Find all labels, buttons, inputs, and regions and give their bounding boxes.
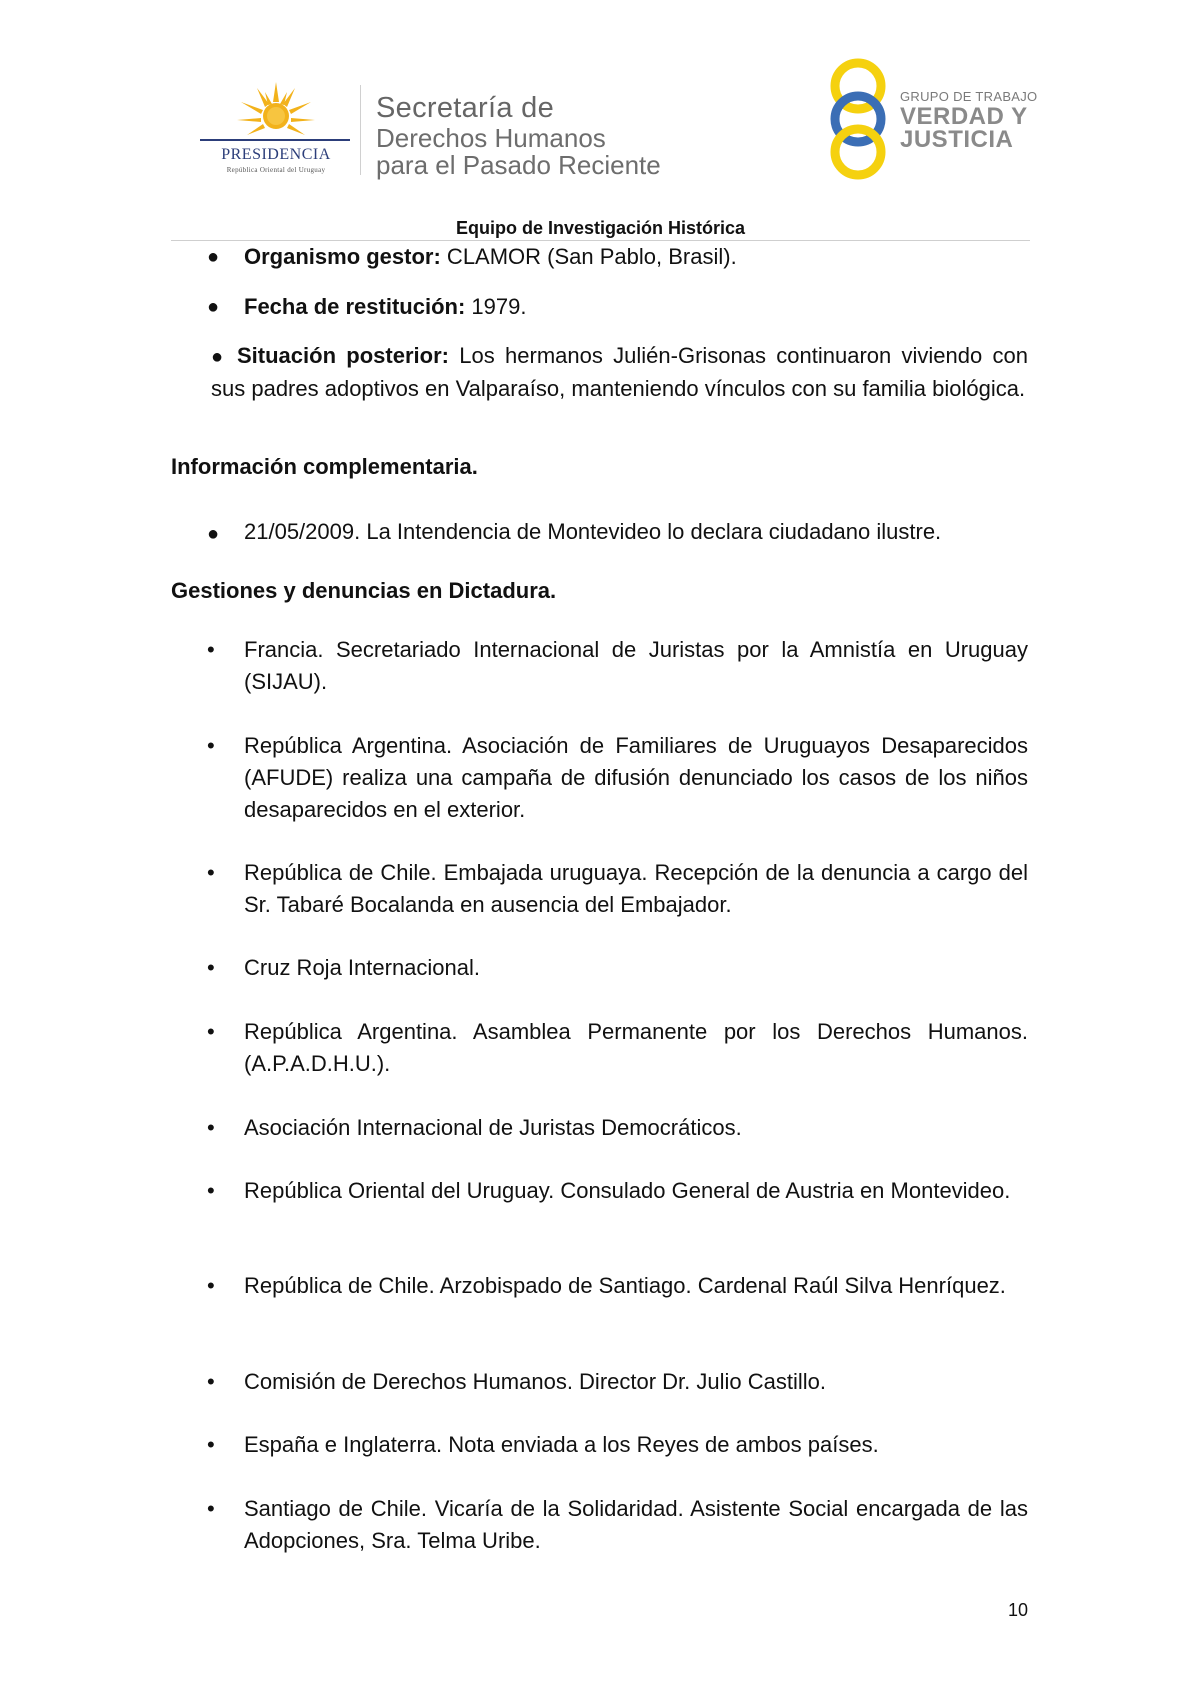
bullet-icon: • xyxy=(207,1496,215,1521)
bullet-icon: • xyxy=(207,733,215,758)
bullet-icon: • xyxy=(207,637,215,662)
sun-of-may-logo xyxy=(235,80,317,140)
verdad-label: VERDAD Y xyxy=(900,103,1028,130)
bullet-icon: • xyxy=(207,955,215,980)
team-title: Equipo de Investigación Histórica xyxy=(455,218,746,238)
presidencia-rule xyxy=(200,139,350,141)
bullet-icon: • xyxy=(207,1115,215,1140)
presidencia-label: PRESIDENCIA xyxy=(221,146,331,163)
gestion-item: Francia. Secretariado Internacional de Juristas por la Amnistía en Uruguay (SIJAU). xyxy=(244,637,1028,694)
secretaria-line-2: Derechos Humanos xyxy=(376,123,606,153)
grupo-trabajo-label: GRUPO DE TRABAJO xyxy=(900,89,1038,104)
gestion-item: República de Chile. Arzobispado de Santiago. Cardenal Raúl Silva Henríquez. xyxy=(244,1273,1006,1298)
bullet-icon: ● xyxy=(207,296,220,318)
gestion-item: República Argentina. Asociación de Familiares de Uruguayos Desaparecidos (AFUDE) realiza una campaña de difusión denunciado los casos de los niños desaparecidos en el exterior. xyxy=(244,733,1028,822)
republica-label: República Oriental del Uruguay xyxy=(226,166,326,174)
verdad-justicia-rings-logo xyxy=(820,58,896,180)
detail-situacion: ● Situación posterior: Los hermanos Julién-Grisonas continuaron viviendo con sus padres adoptivos en Valparaíso, manteniendo vínculos con su familia biológica. xyxy=(211,343,1029,401)
bullet-icon: ● xyxy=(211,346,237,368)
bullet-icon: • xyxy=(207,1019,215,1044)
bullet-icon: • xyxy=(207,1432,215,1457)
detail-fecha: Fecha de restitución: 1979. xyxy=(244,294,527,319)
gestion-item: República Argentina. Asamblea Permanente por los Derechos Humanos. (A.P.A.D.H.U.). xyxy=(244,1019,1028,1076)
gestion-item: España e Inglaterra. Nota enviada a los Reyes de ambos países. xyxy=(244,1432,879,1457)
bullet-icon: • xyxy=(207,1273,215,1298)
bullet-icon: ● xyxy=(207,523,220,545)
gestion-item: Santiago de Chile. Vicaría de la Solidaridad. Asistente Social encargada de las Adopciones, Sra. Telma Uribe. xyxy=(244,1496,1028,1553)
info-heading: Información complementaria. xyxy=(171,454,478,479)
bullet-icon: • xyxy=(207,860,215,885)
info-item: 21/05/2009. La Intendencia de Montevideo lo declara ciudadano ilustre. xyxy=(244,519,942,544)
bullet-icon: • xyxy=(207,1178,215,1203)
bullet-icon: • xyxy=(207,1369,215,1394)
detail-organismo: Organismo gestor: CLAMOR (San Pablo, Brasil). xyxy=(244,244,737,269)
gestion-item: Cruz Roja Internacional. xyxy=(244,955,481,980)
page-number: 10 xyxy=(1008,1600,1029,1620)
header-divider xyxy=(360,85,361,175)
justicia-label: JUSTICIA xyxy=(900,126,1014,153)
gestiones-heading: Gestiones y denuncias en Dictadura. xyxy=(171,578,557,603)
bullet-icon: ● xyxy=(207,246,220,268)
gestion-item: República Oriental del Uruguay. Consulado General de Austria en Montevideo. xyxy=(244,1178,1011,1203)
secretaria-line-3: para el Pasado Reciente xyxy=(376,150,661,180)
gestion-item: Comisión de Derechos Humanos. Director Dr. Julio Castillo. xyxy=(244,1369,826,1394)
gestion-item: República de Chile. Embajada uruguaya. Recepción de la denuncia a cargo del Sr. Tabaré Bocalanda en ausencia del Embajador. xyxy=(244,860,1028,917)
gestion-item: Asociación Internacional de Juristas Democráticos. xyxy=(244,1115,742,1140)
secretaria-line-1: Secretaría de xyxy=(376,92,554,124)
